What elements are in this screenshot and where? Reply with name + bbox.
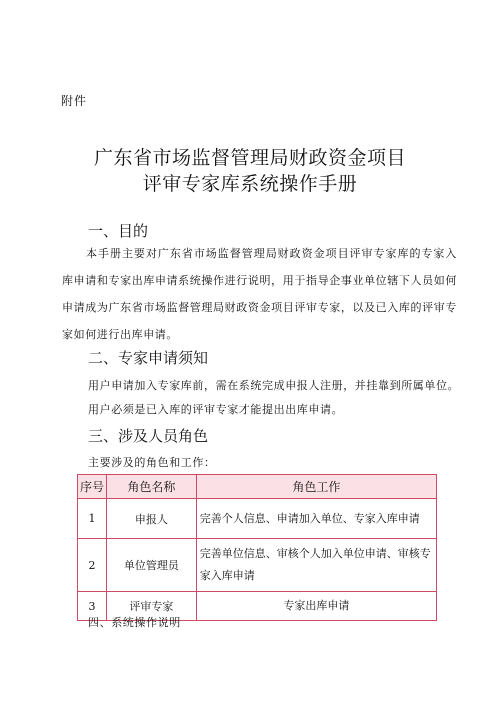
row-role: 申报人 [106,499,196,539]
table-header-row [78,475,437,499]
table-row [78,539,437,592]
attachment-label: 附件 [61,94,88,108]
section2-heading: 二、专家申请须知 [88,349,209,367]
col-header-role: 角色名称 [106,475,196,499]
col-header-no: 序号 [78,475,107,499]
row-no: 1 [78,499,107,539]
row-role: 单位管理员 [106,539,196,592]
table-row [78,499,437,539]
document-title-line1: 广东省市场监督管理局财政资金项目 [93,147,406,169]
section2-line1: 用户申请加入专家库前，需在系统完成申报人注册，并挂靠到所属单位。 [88,379,460,392]
col-header-work: 角色工作 [196,475,436,499]
row-role: 评审专家 [106,592,196,621]
section3-intro: 主要涉及的角色和工作： [88,456,216,469]
document-title-line2: 评审专家库系统操作手册 [142,173,358,195]
section3-heading: 三、涉及人员角色 [88,427,209,445]
section4-heading: 四、系统操作说明 [88,616,181,629]
section1-body: 本手册主要对广东省市场监督管理局财政资金项目评审专家库的专家入库申请和专家出库申请系统操作进行说明，用于指导企事业单位辖下人员如何申请成为广东省市场监督管理局财政资金项目评审专家，以及已入库的评审专家如何进行出库申请。 [62,247,457,341]
row-work: 完善个人信息、申请加入单位、专家入库申请 [196,499,436,539]
row-work: 完善单位信息、审核个人加入单位申请、审核专家入库申请 [196,539,436,592]
section2-line2: 用户必须是已入库的评审专家才能提出出库申请。 [88,403,344,416]
roles-table [77,474,437,621]
section1-heading: 一、目的 [88,222,149,240]
row-no: 2 [78,539,107,592]
row-no: 3 [78,592,107,621]
row-work: 专家出库申请 [196,592,436,621]
